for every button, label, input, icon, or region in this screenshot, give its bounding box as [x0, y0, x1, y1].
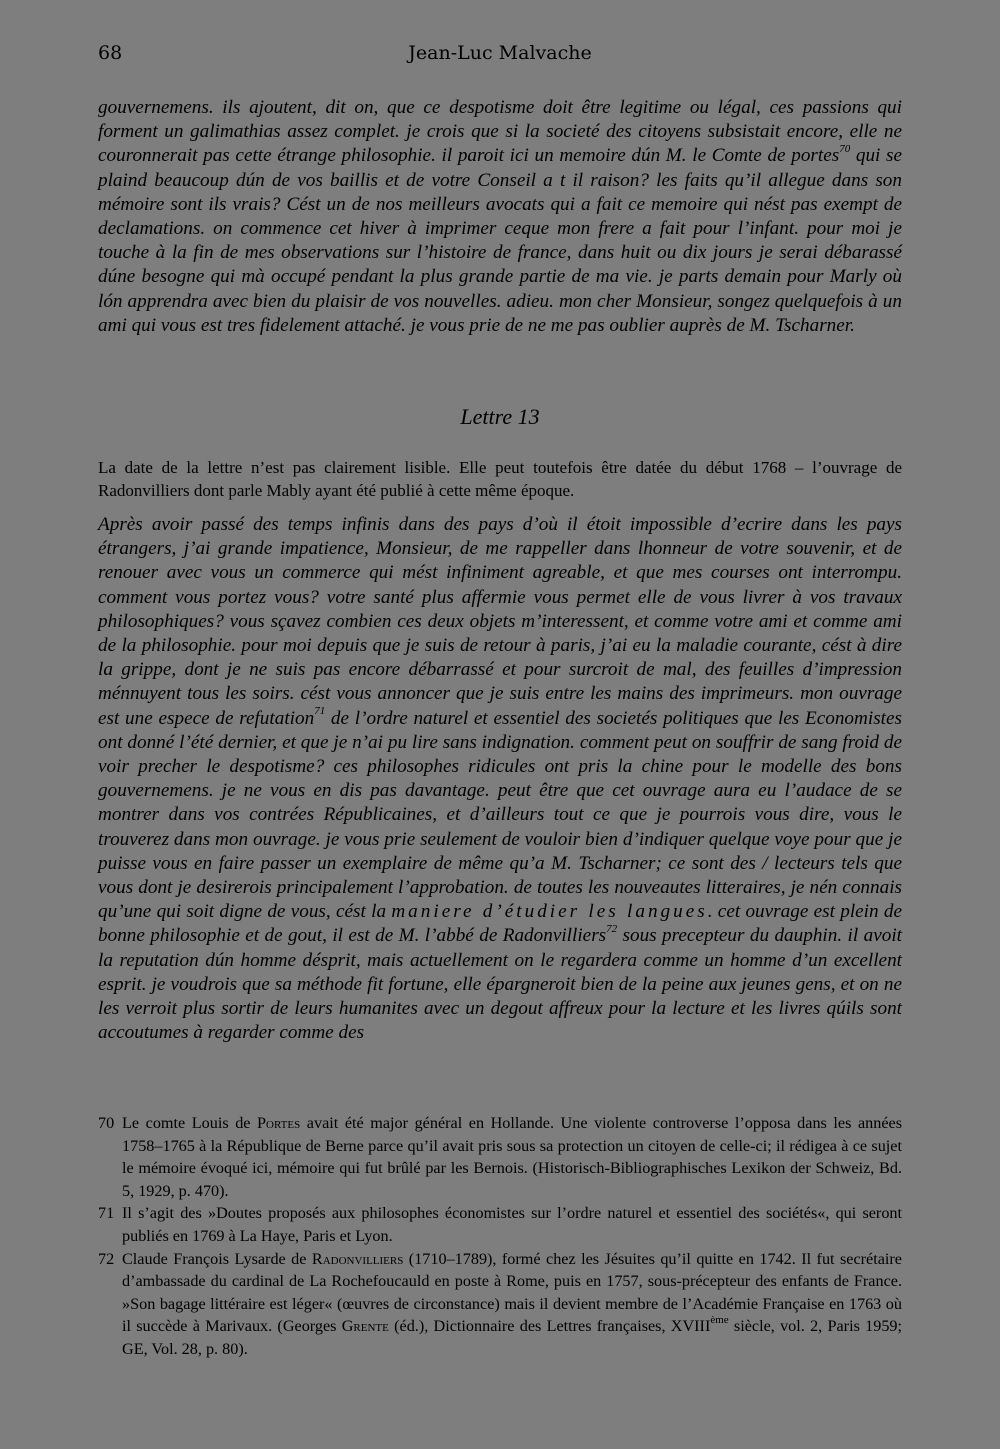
text-run: de l’ordre naturel et essentiel des societés politiques que les Economistes ont donné l’été dernier, et que je n’ai pu lire sans indignation. comment peut on souffrir de sang froid de voir precher le despotisme? ces philosophes ridicules ont pris la chine pour le modelle des bons gouvernemens. je ne vous en dis pas davantage. peut être que cet ouvrage aura eu l’audace de se montrer dans vos contrées Républicaines, et d’ailleurs tout ce que je pourrois vous dire, vous le trouverez dans mon ouvrage. je vous prie seulement de vouloir bien d’indiquer quelque voye pour que je puisse vous en faire passer un exemplaire de même qu’a M. Tscharner; ce sont des / lecteurs tels que vous dont je desirerois principalement l’approbation. de toutes les nouveautes litteraires, je nén connais qu’une qui soit digne de vous, cést la [98, 707, 902, 923]
text-run: sous precepteur du dauphin. il avoit la reputation dún homme désprit, mais actuellement on le regardera comme un homme d’un excellent esprit. je voudrois que sa méthode fit fortune, elle épargneroit bien de la peine aux jeunes gens, et on ne les verroit plus sortir de leurs humanites avec un degout affreux pour la lecture et les livres qúils sont accoutumes à regarder comme des [98, 925, 902, 1044]
footnote-71 [98, 1202, 902, 1247]
footnote-72 [98, 1248, 902, 1361]
text-run: qui se plaind beaucoup dún de vos baillis et de votre Conseil a t il raison? les faits qu’il allegue dans son mémoire sont ils vrais? Cést un de nos meilleurs avocats qui a fait ce memoire qui nést pas exempt de declamations. on commence cet hiver à imprimer ceque mon frere a fait pour l’infant. pour moi je touche à la fin de mes observations sur l’histoire de france, dans huit ou dix jours je serai débarassé dúne besogne qui mà occupé pendant la plus grande partie de ma vie. je parts demain pour Marly où lón apprendra avec bien du plaisir de vos nouvelles. adieu. mon cher Monsieur, songez quelquefois à un ami qui vous est tres fidelement attaché. je vous prie de ne me pas oublier auprès de M. Tscharner. [98, 145, 902, 336]
name-small-caps: Portes [257, 1114, 301, 1132]
footnote-number: 71 [98, 1204, 115, 1223]
text-run: (1710–1789), formé chez les Jésuites qu’il quitte en 1742. Il fut secrétaire d’ambassade du cardinal de La Rochefoucauld en poste à Rome, puis en 1757, sous-précepteur des enfants de France. »Son bagage littéraire est léger« (œuvres de circonstance) mais il devient membre de l’Académie Française en 1763 où il succède à Marivaux. (Georges [122, 1249, 902, 1336]
footnote-text [122, 1248, 902, 1361]
text-run: gouvernemens. ils ajoutent, dit on, que ce despotisme doit être legitime ou légal, ces passions qui forment un galimathias assez complet. je crois que si la societé des citoyens subsistait encore, elle ne couronnerait pas cette étrange philosophie. il paroit ici un memoire dún M. le Comte de portes [98, 97, 902, 167]
text-run: Après avoir passé des temps infinis dans des pays d’où il étoit impossible d’ecrire dans les pays étrangers, j’ai grande impatience, Monsieur, de me rappeller dans lhonneur de votre souvenir, et de renouer avec vous un commerce qui mést infiniment agreable, et que mes courses ont interrompu. comment vous portez vous? votre santé plus affermie vous permet elle de vous livrer à vos travaux philosophiques? vous sçavez combien ces deux objets m’interessent, et comme votre ami et comme ami de la philosophie. pour moi depuis que je suis de retour à paris, j’ai eu la maladie courante, cést à dire la grippe, dont je ne suis pas encore débarrassé et pour surcroit de mal, des feuilles d’impression ménnuyent tous les soirs. cést vous annoncer que je suis entre les mains des imprimeurs. mon ouvrage est une espece de refutation [98, 514, 902, 729]
page-number: 68 [98, 42, 123, 64]
footnote-number: 72 [98, 1249, 115, 1268]
text-run: avait été major général en Hollande. Une violente controverse l’opposa dans les années 1758–1765 à la République de Berne parce qu’il avait pris sous sa protection un citoyen de celle-ci; il rédigea à ce sujet le mémoire évoqué ici, mémoire qui fut brûlé par les Bernois. (Historisch-Bibliographisches Lexikon der Schweiz, Bd. 5, 1929, p. 470). [122, 1114, 903, 1200]
footnotes [98, 1112, 902, 1361]
text-run: siècle, vol. 2, Paris 1959; GE, Vol. 28, p. 80). [122, 1317, 903, 1358]
ordinal-superscript: ème [710, 1313, 729, 1326]
name-small-caps: Radonvilliers [311, 1249, 404, 1268]
letter-12-ending [98, 96, 902, 338]
text-run: (éd.), Dictionnaire des Lettres françaises, XVIII [388, 1317, 711, 1336]
editorial-note: La date de la lettre n’est pas clairement lisible. Elle peut toutefois être datée du début 1768 – l’ouvrage de Radonvilliers dont parle Mably ayant été publié à cette même époque. [98, 458, 902, 500]
footnote-ref-72[interactable]: 72 [606, 923, 618, 936]
footnote-70 [98, 1112, 902, 1202]
text-run: Claude François Lysarde de [122, 1249, 312, 1268]
text-run: Le comte Louis de [122, 1114, 258, 1132]
text-run: . cet ouvrage est plein de bonne philosophie et de gout, il est de M. l’abbé de Radonvilliers [98, 901, 903, 947]
book-title-spaced: maniere d’étudier les langues [391, 901, 708, 923]
footnote-ref-71[interactable]: 71 [314, 705, 326, 718]
name-small-caps: Grente [341, 1317, 389, 1336]
footnote-text [122, 1112, 902, 1202]
letter-13-body [98, 513, 902, 1045]
footnote-number: 70 [98, 1114, 115, 1132]
running-head: Jean-Luc Malvache [408, 42, 592, 64]
page-header [98, 42, 902, 72]
footnote-text: Il s’agit des »Doutes proposés aux philosophes économistes sur l’ordre naturel et essentiel des sociétés«, qui seront publiés en 1769 à La Haye, Paris et Lyon. [122, 1204, 902, 1245]
letter-heading: Lettre 13 [460, 404, 540, 429]
footnote-ref-70[interactable]: 70 [839, 143, 851, 156]
